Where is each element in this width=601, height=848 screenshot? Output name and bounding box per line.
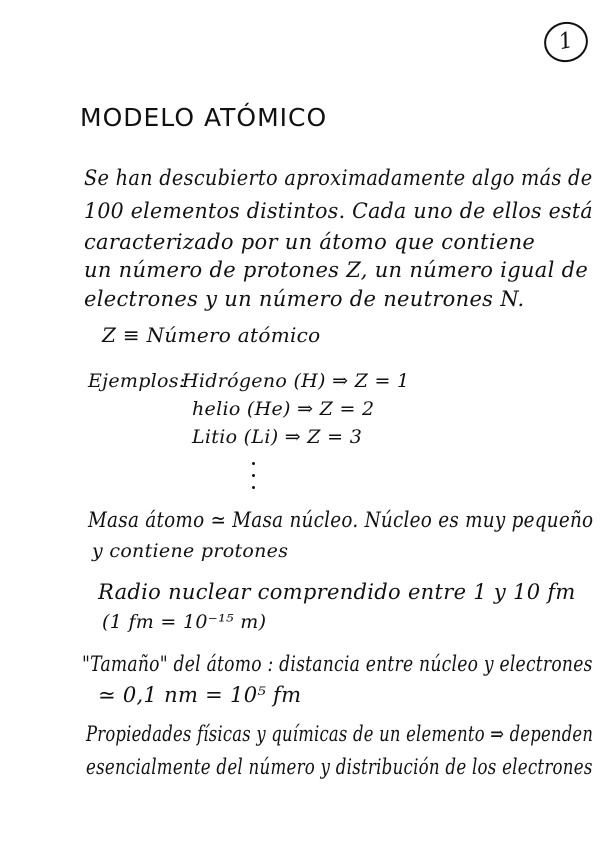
intro-line-5: electrones y un número de neutrones N.	[84, 287, 525, 311]
intro-line-3: caracterizado por un átomo que contiene	[84, 230, 536, 254]
example-hydrogen: Hidrógeno (H) ⇒ Z = 1	[182, 370, 410, 392]
radius-line-2: (1 fm = 10⁻¹⁵ m)	[102, 611, 267, 633]
ellipsis-dot	[252, 474, 255, 477]
properties-line-1: Propiedades físicas y químicas de un elemento ⇒ dependen	[86, 722, 594, 746]
properties-line-2: esencialmente del número y distribución de los electrones	[86, 755, 593, 779]
mass-line-1: Masa átomo ≃ Masa núcleo. Núcleo es muy pequeño	[88, 508, 594, 532]
examples-label: Ejemplos:	[88, 370, 186, 392]
ellipsis-dot	[252, 462, 255, 465]
size-line-2: ≃ 0,1 nm = 10⁵ fm	[98, 683, 302, 707]
intro-line-2: 100 elementos distintos. Cada uno de ellos está	[84, 199, 593, 223]
example-lithium: Litio (Li) ⇒ Z = 3	[192, 426, 363, 448]
atomic-number-definition: Z ≡ Número atómico	[102, 323, 321, 347]
page-number: 1	[540, 18, 591, 66]
mass-line-2: y contiene protones	[92, 540, 289, 562]
page-title: MODELO ATÓMICO	[80, 103, 328, 132]
example-helium: helio (He) ⇒ Z = 2	[192, 398, 375, 420]
ellipsis-dot	[252, 486, 255, 489]
size-line-1: "Tamaño" del átomo : distancia entre núcleo y electrones	[82, 652, 593, 676]
intro-line-4: un número de protones Z, un número igual de	[84, 258, 589, 282]
intro-line-1: Se han descubierto aproximadamente algo más de	[84, 166, 593, 190]
radius-line-1: Radio nuclear comprendido entre 1 y 10 fm	[98, 580, 576, 604]
